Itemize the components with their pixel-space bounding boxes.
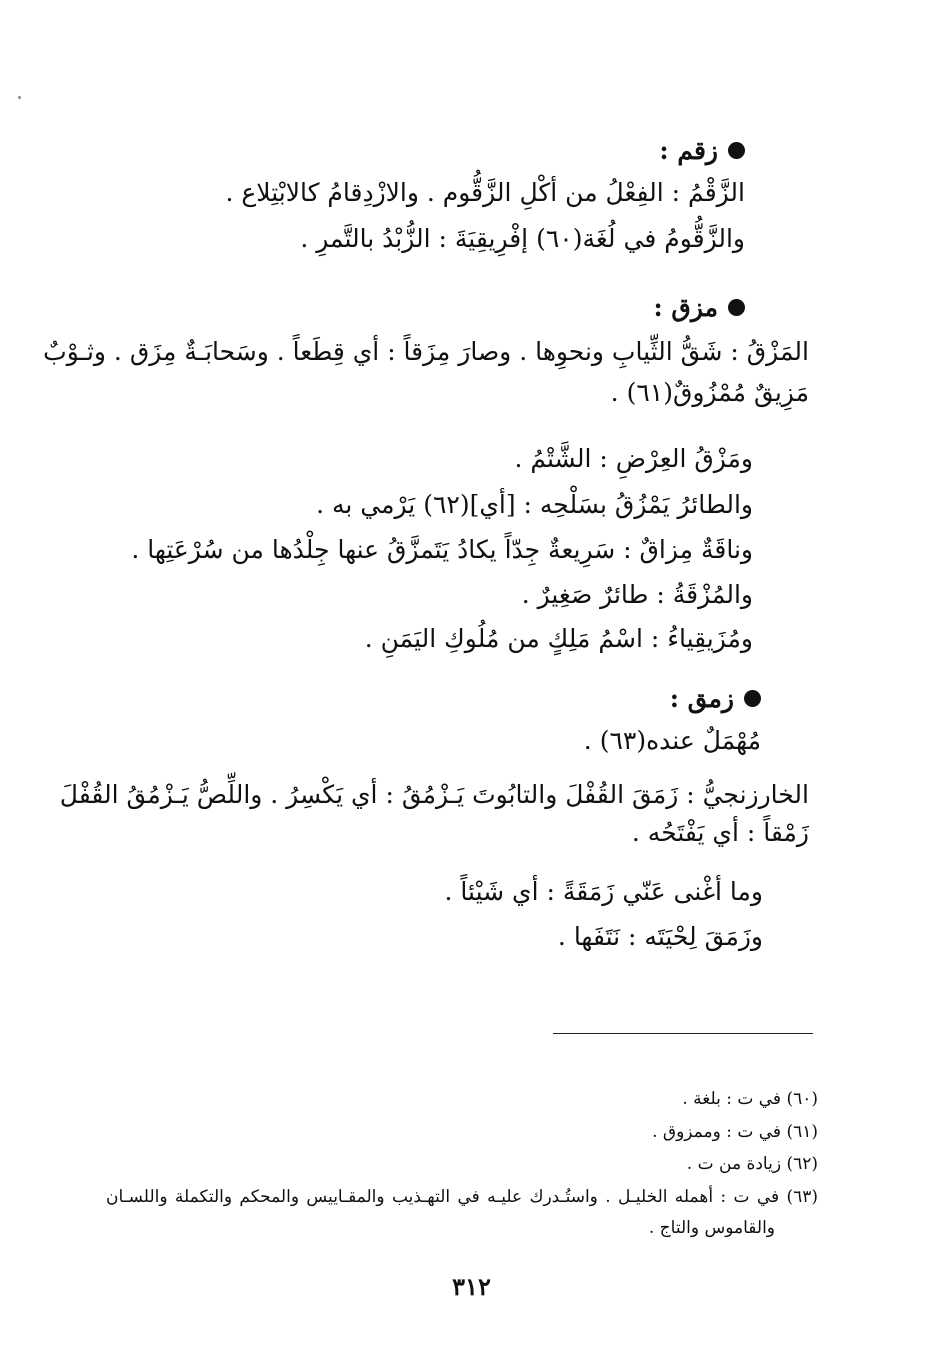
footnote: (٦١) في ت : وممزوق . — [652, 1122, 818, 1142]
footnote: (٦٠) في ت : بلغة . — [682, 1089, 818, 1109]
entry-heading-zaqam: زقم : — [659, 136, 745, 165]
entry-line: ومَزْقُ العِرْضِ : الشَّتْمُ . — [514, 444, 753, 473]
entry-line: وزَمَقَ لِحْيَتَه : نَتَفَها . — [557, 922, 763, 951]
entry-line: وناقَةٌ مِزاقٌ : سَرِيعةٌ جِدّاً يكادُ يَتَمزَّقُ عنها جِلْدُها من سُرْعَتِها . — [131, 535, 753, 564]
entry-paragraph-line: المَزْقُ : شَقُّ الثِّيابِ ونحوِها . وصارَ مِزَقاً : أي قِطَعاً . وسَحابَـةٌ مِزَق . وثـوْبٌ — [43, 337, 809, 366]
bullet-icon — [744, 690, 761, 707]
entry-line: الزَّقْمُ : الفِعْلُ من أكْلِ الزَّقُّوم . والازْدِقامُ كالابْتِلاع . — [225, 178, 745, 207]
entry-line: والزَّقُّومُ في لُغَة(٦٠) إفْرِيقِيَةَ : الزُّبْدُ بالتَّمرِ . — [300, 224, 745, 253]
footnote: (٦٢) زيادة من ت . — [686, 1154, 818, 1174]
entry-line: ومُزَيقِياءُ : اسْمُ مَلِكٍ من مُلُوكِ اليَمَنِ . — [364, 624, 753, 653]
entry-heading-zamaq: زمق : — [670, 684, 761, 713]
bullet-icon — [728, 299, 745, 316]
entry-paragraph-line: زَمْقاً : أي يَفْتَحُه . — [631, 818, 809, 847]
entry-line: وما أغْنى عَنّي زَمَقَةً : أي شَيْئاً . — [444, 877, 763, 906]
scan-speck — [18, 96, 21, 99]
entry-paragraph-line: الخارزنجيُّ : زَمَقَ القُفْلَ والتابُوتَ يَـزْمُقُ : أي يَكْسِرُ . واللِّصُّ يَـزْمُقُ القُفْلَ — [59, 780, 809, 809]
entry-line: والطائرُ يَمْزُقُ بسَلْحِه : [أي](٦٢) يَرْمي به . — [316, 490, 753, 519]
footnote-separator — [553, 1033, 813, 1034]
page-number: ٣١٢ — [452, 1272, 491, 1301]
footnote: (٦٣) في ت : أهمله الخليـل . واستُـدرك عليـه في التهـذيب والمقـاييس والمحكم والتكملة واللسـان — [106, 1187, 818, 1207]
footnote-continuation: والقاموس والتاج . — [648, 1218, 775, 1238]
bullet-icon — [728, 142, 745, 159]
entry-line: والمُزْقَةُ : طائرٌ صَغِيرٌ . — [521, 580, 753, 609]
entry-heading-mazaq: مزق : — [653, 293, 745, 322]
entry-paragraph-line: مَزِيقٌ مُمْزُوقٌ(٦١) . — [610, 378, 809, 407]
entry-line: مُهْمَلٌ عنده(٦٣) . — [583, 726, 761, 755]
